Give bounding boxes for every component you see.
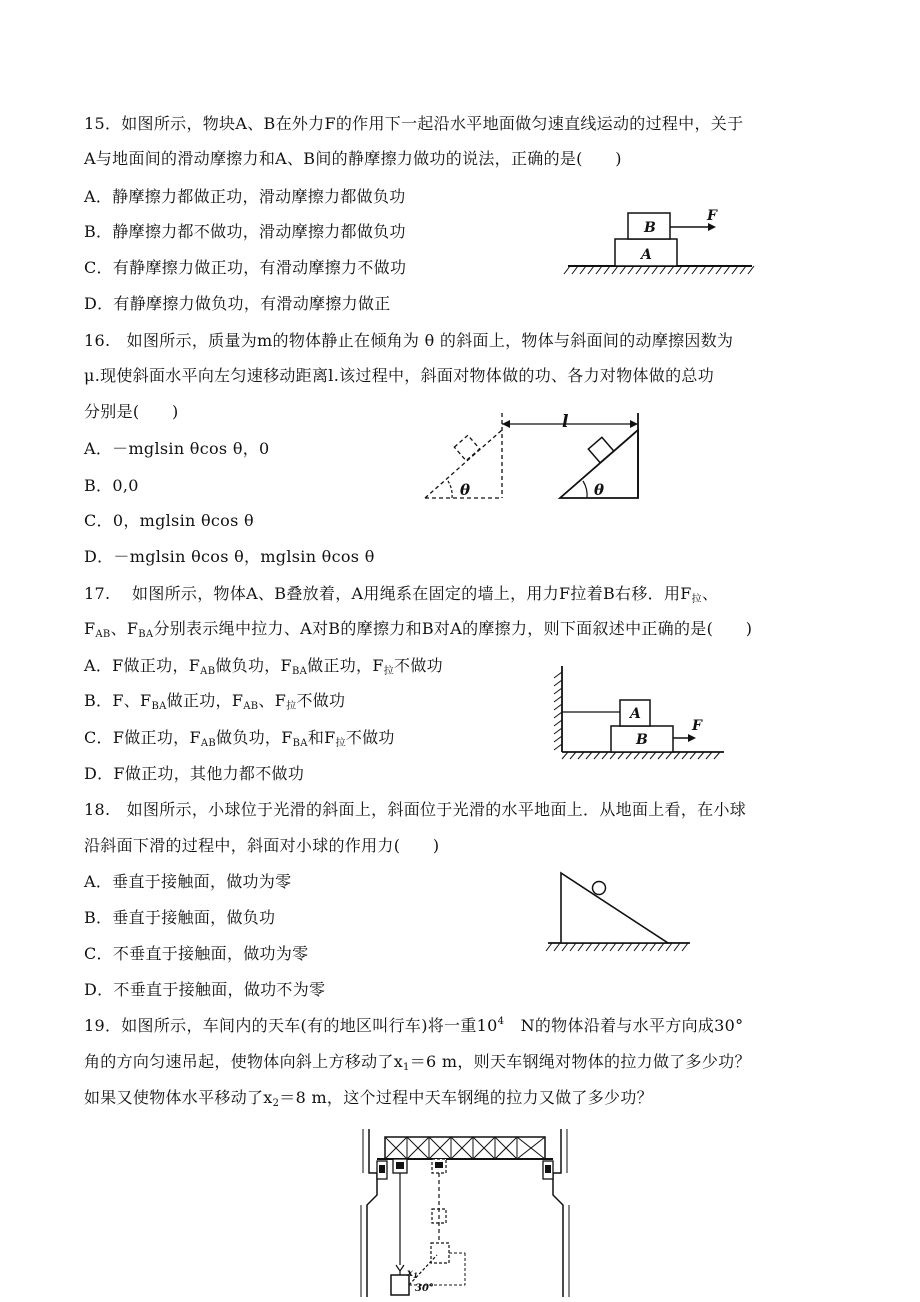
q17-label-b: B xyxy=(636,732,648,748)
q16-stem-line1: 16. 如图所示，质量为m的物体静止在倾角为 θ 的斜面上，物体与斜面间的动摩擦因数为 xyxy=(84,331,734,350)
q17-label-a: A xyxy=(630,706,641,722)
q15-label-f: F xyxy=(707,208,717,224)
q18-stem-line2: 沿斜面下滑的过程中，斜面对小球的作用力( ) xyxy=(84,836,440,855)
q17-option-d: D．F做正功，其他力都不做功 xyxy=(84,764,305,783)
q15-option-c: C．有静摩擦力做正功，有滑动摩擦力不做功 xyxy=(84,258,407,277)
q16-option-b: B．0,0 xyxy=(84,476,139,495)
q16-option-d: D．－mglsin θcos θ，mglsin θcos θ xyxy=(84,547,375,566)
q16-stem-line3: 分别是( ) xyxy=(84,402,179,421)
q15-label-b: B xyxy=(644,220,656,236)
q19-stem-line3: 如果又使物体水平移动了$x_2=8$ m，这个过程中天车钢绳的拉力又做了多少功？ xyxy=(84,1088,653,1109)
q19-label-angle: 30° xyxy=(415,1283,434,1294)
q16-stem-line2: μ.现使斜面水平向左匀速移动距离l.该过程中，斜面对物体做的功、各力对物体做的总功 xyxy=(84,366,714,385)
q15-label-a: A xyxy=(641,247,652,263)
q17-option-c: C．F做正功，$F_{AB}$做负功，$F_{BA}$和$F_拉$不做功 xyxy=(84,728,395,749)
q18-option-c: C．不垂直于接触面，做功为零 xyxy=(84,944,309,963)
q19-stem-line2: 角的方向匀速吊起，使物体向斜上方移动了$x_1=6$ m，则天车钢绳对物体的拉力做了多少功？ xyxy=(84,1052,751,1073)
q17-stem-line2: $F_{AB}$、$F_{BA}$分别表示绳中拉力、A对B的摩擦力和B对A的摩擦力，则下面叙述中正确的是( ) xyxy=(84,619,753,640)
q17-stem-line1: 17. 如图所示，物体A、B叠放着，A用绳系在固定的墙上，用力F拉着B右移．用$F_拉$、 xyxy=(84,584,719,605)
q17-option-b: B．F、$F_{BA}$做正功，$F_{AB}$、$F_拉$不做功 xyxy=(84,691,346,712)
q19-label-x1: $x_1$ xyxy=(407,1268,418,1280)
q15-option-d: D．有静摩擦力做负功，有滑动摩擦力做正 xyxy=(84,294,391,313)
q17-figure-wall-blocks xyxy=(540,660,740,760)
q18-figure-ball-incline xyxy=(540,865,700,960)
q15-option-b: B．静摩擦力都不做功，滑动摩擦力都做负功 xyxy=(84,222,406,241)
q16-label-theta-dashed: θ xyxy=(460,481,471,499)
q15-option-a: A．静摩擦力都做正功，滑动摩擦力都做负功 xyxy=(84,187,406,206)
q16-option-a: A．－mglsin θcos θ，0 xyxy=(84,439,270,458)
q18-stem-line1: 18. 如图所示，小球位于光滑的斜面上，斜面位于光滑的水平地面上．从地面上看，在小球 xyxy=(84,800,747,819)
q15-stem-line1: 15．如图所示，物块A、B在外力F的作用下一起沿水平地面做匀速直线运动的过程中，关于 xyxy=(84,114,744,133)
q16-figure-incline-shift xyxy=(420,405,650,505)
q16-option-c: C．0，mglsin θcos θ xyxy=(84,511,254,530)
q16-label-theta-solid: θ xyxy=(594,481,605,499)
q19-figure-overhead-crane xyxy=(355,1125,575,1300)
q18-option-d: D．不垂直于接触面，做功不为零 xyxy=(84,980,326,999)
q18-option-a: A．垂直于接触面，做功为零 xyxy=(84,872,292,891)
q19-stem-line1: 19．如图所示，车间内的天车(有的地区叫行车)将一重$10^4$ N的物体沿着与水平方向成30° xyxy=(84,1016,744,1035)
q17-option-a: A．F做正功，$F_{AB}$做负功，$F_{BA}$做正功，$F_拉$不做功 xyxy=(84,656,443,677)
q16-label-l: l xyxy=(562,412,569,432)
q15-figure-blocks xyxy=(560,200,760,280)
q15-stem-line2: A与地面间的滑动摩擦力和A、B间的静摩擦力做功的说法，正确的是( ) xyxy=(84,149,622,168)
q17-label-f: F xyxy=(692,718,702,734)
q18-option-b: B．垂直于接触面，做负功 xyxy=(84,908,276,927)
